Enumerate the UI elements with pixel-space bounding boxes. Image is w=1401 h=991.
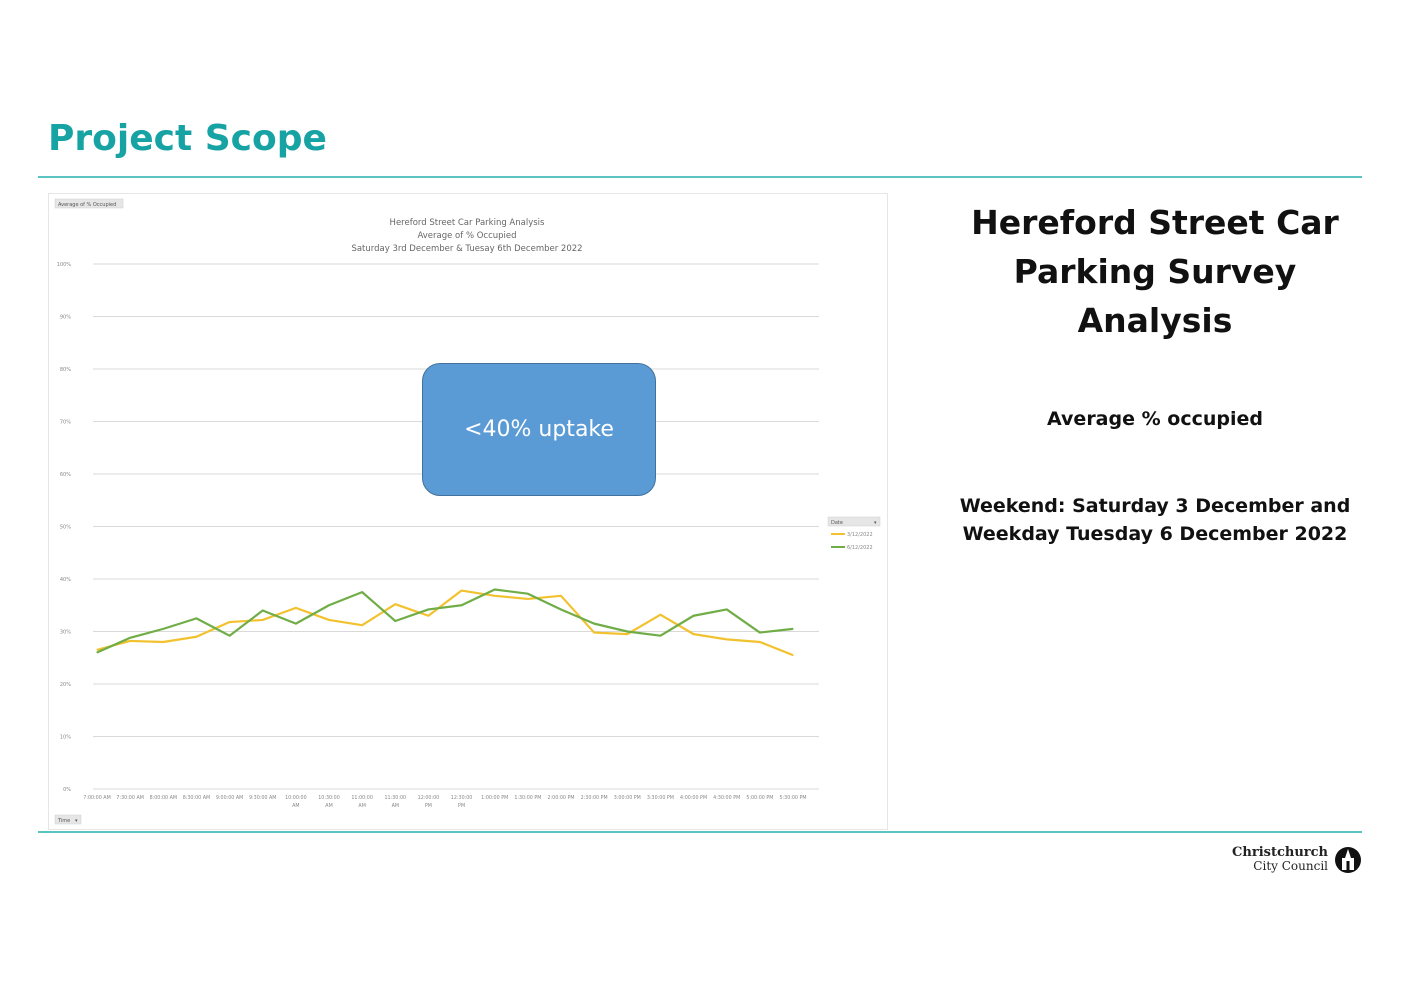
x-tick-label: 10:30:00 [318,796,340,801]
data-point [627,631,628,632]
data-point [428,615,429,616]
x-tick-label-suffix: AM [391,804,399,809]
series-line [97,591,793,656]
data-point [395,620,396,621]
chart-title-line: Average of % Occupied [417,231,517,241]
data-point [494,595,495,596]
data-point [328,605,329,606]
x-tick-label-suffix: AM [292,804,300,809]
slide-heading [955,198,1355,345]
data-point [262,619,263,620]
data-point [560,595,561,596]
x-tick-label: 8:00:00 AM [149,796,178,801]
y-tick-label: 10% [59,734,71,741]
x-tick-label: 10:00:00 [285,796,307,801]
legend-label: 3/12/2022 [847,532,873,538]
y-tick-label: 50% [59,524,71,531]
x-tick-label: 5:00:00 PM [746,796,774,801]
data-point [660,635,661,636]
data-point [130,637,131,638]
data-point [693,634,694,635]
logo-line-1: Christchurch [1232,845,1328,860]
data-point [229,621,230,622]
x-tick-label: 3:00:00 PM [613,796,641,801]
slide-heading-line: Hereford Street Car [971,203,1339,242]
data-point [461,590,462,591]
data-point [295,607,296,608]
x-tick-label: 11:30:00 [384,796,407,801]
slide-heading-line: Analysis [1077,301,1233,340]
data-point [759,641,760,642]
x-tick-label-suffix: AM [325,804,333,809]
chart-filter-label: Average of % Occupied [58,202,117,208]
x-tick-label: 4:30:00 PM [713,796,741,801]
x-tick-label: 11:00:00 [351,796,373,801]
x-tick-label-suffix: PM [458,804,466,809]
x-tick-label: 8:30:00 AM [182,796,211,801]
y-tick-label: 80% [59,367,71,373]
legend-title: Date [831,520,843,526]
y-tick-label: 100% [56,262,71,268]
x-tick-label: 3:30:00 PM [646,796,674,801]
x-tick-label: 2:00:00 PM [547,796,575,801]
data-point [660,614,661,615]
chart-title-line: Hereford Street Car Parking Analysis [389,218,545,228]
axis-dropdown-icon: ▾ [75,818,78,824]
x-tick-label: 5:30:00 PM [779,796,807,801]
x-tick-label: 2:30:00 PM [580,796,608,801]
x-tick-label: 1:30:00 PM [514,796,542,801]
data-point [229,635,230,636]
logo-line-2: City Council [1253,859,1328,873]
x-tick-label: 9:30:00 AM [248,796,277,801]
x-tick-label: 12:30:00 [450,796,473,801]
data-point [362,592,363,593]
x-tick-label: 7:00:00 AM [83,796,111,801]
x-tick-label-suffix: AM [358,804,366,809]
footer-divider [38,831,1362,833]
chart-title-line: Saturday 3rd December & Tuesay 6th December 2022 [351,244,583,254]
data-point [594,623,595,624]
x-tick-label: 1:00:00 PM [481,796,509,801]
cathedral-logo-icon [1334,846,1362,874]
data-point [494,589,495,590]
x-tick-label: 12:00:00 [417,796,440,801]
page-title: Project Scope [48,118,327,159]
survey-dates-line: Weekday Tuesday 6 December 2022 [962,523,1348,545]
data-point [163,641,164,642]
axis-filter-label: Time [58,818,71,824]
data-point [726,639,727,640]
x-tick-label: 7:30:00 AM [116,796,144,801]
y-tick-label: 20% [59,682,71,688]
measure-subtitle: Average % occupied [1047,408,1263,430]
y-tick-label: 60% [59,472,71,478]
data-point [96,652,97,653]
header-divider [38,176,1362,178]
series-line [97,590,793,653]
data-point [163,628,164,629]
y-tick-label: 90% [59,314,71,321]
survey-dates [955,492,1355,548]
data-point [527,598,528,599]
data-point [726,609,727,610]
data-point [362,625,363,626]
legend-dropdown-icon: ▾ [874,520,877,526]
legend-label: 6/12/2022 [847,545,873,551]
survey-dates-line: Weekend: Saturday 3 December and [959,495,1351,517]
slide-heading-line: Parking Survey [1013,252,1297,291]
x-tick-label: 4:00:00 PM [680,796,708,801]
data-point [527,593,528,594]
data-point [262,610,263,611]
data-point [461,605,462,606]
data-point [328,619,329,620]
data-point [792,628,793,629]
council-logo [1232,845,1362,877]
data-point [627,634,628,635]
data-point [395,604,396,605]
x-tick-label: 9:00:00 AM [215,796,244,801]
data-point [428,609,429,610]
data-point [96,649,97,650]
occupancy-line-chart [49,194,887,829]
data-point [196,618,197,619]
x-tick-label-suffix: PM [424,804,432,809]
uptake-callout: <40% uptake [422,363,656,496]
y-tick-label: 30% [59,629,71,636]
data-point [693,615,694,616]
data-point [295,623,296,624]
y-tick-label: 0% [63,787,71,793]
y-tick-label: 40% [59,577,71,583]
data-point [130,640,131,641]
y-tick-label: 70% [59,419,71,426]
data-point [594,632,595,633]
data-point [560,609,561,610]
data-point [759,632,760,633]
chart-frame [48,193,888,830]
data-point [196,636,197,637]
data-point [792,655,793,656]
